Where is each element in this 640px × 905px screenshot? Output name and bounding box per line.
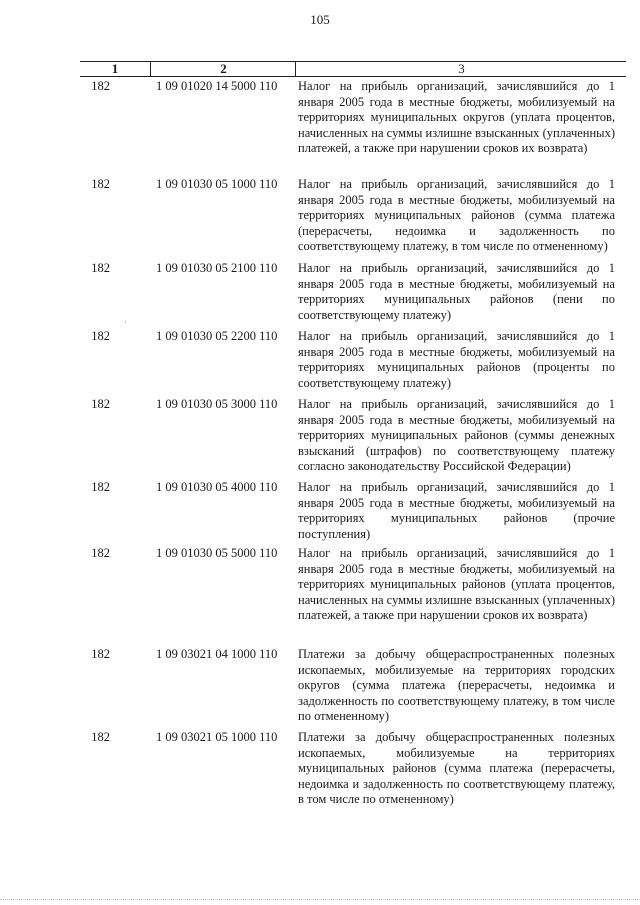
admin-code: 182 [91, 397, 110, 411]
budget-classification-code: 1 09 01030 05 2200 110 [156, 329, 278, 343]
admin-code: 182 [91, 546, 110, 560]
income-description: Платежи за добычу общераспространенных полезных ископаемых, мобилизуемые на территориях городских округов (сумма платежа (перерасчеты, недоимка и задолженность по соответствующему платежу, в том числе по отмененному) [298, 647, 615, 723]
budget-classification-code: 1 09 01030 05 5000 110 [156, 546, 278, 560]
column-header-1: 1 [111, 61, 119, 76]
budget-classification-code: 1 09 01030 05 4000 110 [156, 480, 278, 494]
admin-code: 182 [91, 329, 110, 343]
column-header-2: 2 [150, 62, 296, 76]
admin-code: 182 [91, 177, 110, 191]
admin-code: 182 [91, 647, 110, 661]
admin-code: 182 [91, 730, 110, 744]
income-description: Налог на прибыль организаций, зачислявшийся до 1 января 2005 года в местные бюджеты, мобилизуемый на территориях муниципальных округов (уплата процентов, начисленных на суммы излишне взысканных (уплаченных) платежей, а также при нарушении сроков их возврата) [298, 79, 615, 155]
scan-edge-line [0, 899, 640, 901]
budget-classification-code: 1 09 01020 14 5000 110 [156, 79, 278, 93]
income-description: Налог на прибыль организаций, зачислявшийся до 1 января 2005 года в местные бюджеты, мобилизуемый на территориях муниципальных районов (проценты по соответствующему платежу) [298, 329, 615, 390]
budget-classification-code: 1 09 01030 05 3000 110 [156, 397, 278, 411]
income-description: Налог на прибыль организаций, зачислявшийся до 1 января 2005 года в местные бюджеты, мобилизуемый на территориях муниципальных районов (уплата процентов, начисленных на суммы излишне взысканных (уплаченных) платежей, а также при нарушении сроков их возврата) [298, 546, 615, 622]
page-number: 105 [310, 12, 330, 27]
income-description: Налог на прибыль организаций, зачислявшийся до 1 января 2005 года в местные бюджеты, мобилизуемый на территориях муниципальных районов (сумма платежа (перерасчеты, недоимка и задолженность по соответствующему платежу, в том числе по отмененному) [298, 177, 615, 253]
income-description: Налог на прибыль организаций, зачислявшийся до 1 января 2005 года в местные бюджеты, мобилизуемый на территориях муниципальных районов (пени по соответствующему платежу) [298, 261, 615, 322]
admin-code: 182 [91, 480, 110, 494]
table-header [80, 61, 626, 77]
budget-classification-code: 1 09 01030 05 1000 110 [156, 177, 278, 191]
column-header-3: 3 [295, 62, 627, 76]
admin-code: 182 [91, 79, 110, 93]
income-description: Налог на прибыль организаций, зачислявшийся до 1 января 2005 года в местные бюджеты, мобилизуемый на территориях муниципальных районов (суммы денежных взысканий (штрафов) по соответствующему платежу согласно законодательству Российской Федерации) [298, 397, 615, 473]
scan-tick-mark: ' [125, 320, 127, 329]
admin-code: 182 [91, 261, 110, 275]
budget-classification-code: 1 09 03021 05 1000 110 [156, 730, 278, 744]
income-description: Платежи за добычу общераспространенных полезных ископаемых, мобилизуемые на территориях муниципальных районов (сумма платежа (перерасчеты, недоимка и задолженность по соответствующему платежу, в том числе по отмененному) [298, 730, 615, 806]
income-description: Налог на прибыль организаций, зачислявшийся до 1 января 2005 года в местные бюджеты, мобилизуемый на территориях муниципальных районов (прочие поступления) [298, 480, 615, 541]
budget-classification-code: 1 09 01030 05 2100 110 [156, 261, 278, 275]
budget-classification-code: 1 09 03021 04 1000 110 [156, 647, 278, 661]
